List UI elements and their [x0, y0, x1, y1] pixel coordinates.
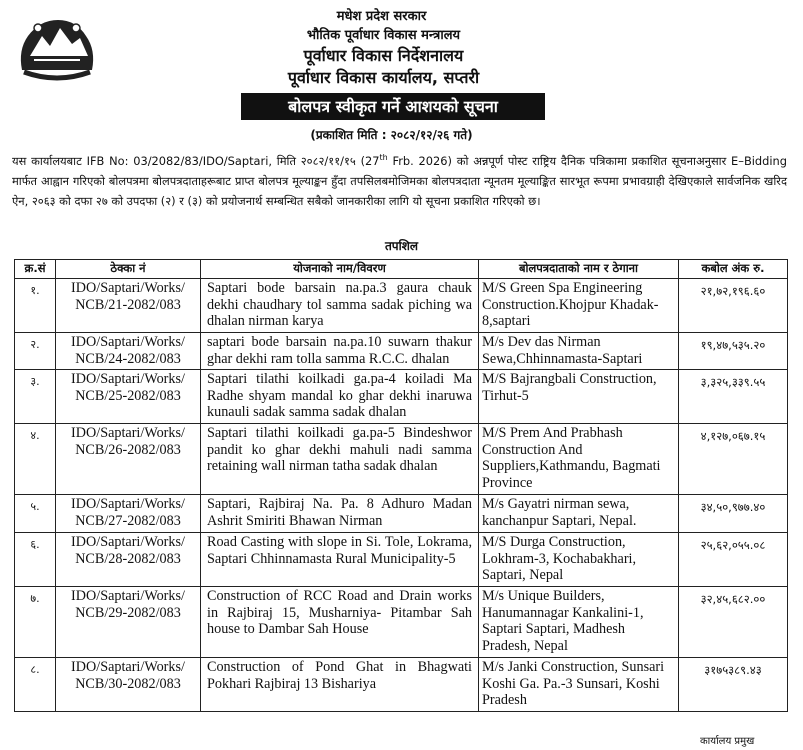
government-name: मधेश प्रदेश सरकार [336, 9, 427, 24]
row-bidder: M/s Unique Builders, Hanumannagar Kankalini-1, Saptari Saptari, Madhesh Pradesh, Nepal [479, 587, 679, 658]
row-project: Construction of RCC Road and Drain works in Rajbiraj 15, Musharniya- Pitambar Sah house to Dambar Sah House [201, 587, 479, 658]
details-heading: तपशिल [384, 239, 419, 253]
row-bidder: M/S Bajrangbali Construction, Tirhut-5 [479, 370, 679, 424]
row-serial: ६. [15, 533, 56, 587]
row-amount: ३४,५०,९७७.४० [679, 495, 788, 533]
directorate-name: पूर्वाधार विकास निर्देशनालय [303, 46, 464, 65]
row-project: Construction of Pond Ghat in Bhagwati Pokhari Rajbiraj 13 Bishariya [201, 658, 479, 712]
row-bidder: M/S Green Spa Engineering Construction.Khojpur Khadak-8,saptari [479, 279, 679, 333]
row-bidder: M/s Janki Construction, Sunsari Koshi Ga. Pa.-3 Sunsari, Koshi Pradesh [479, 658, 679, 712]
notice-title-banner: बोलपत्र स्वीकृत गर्ने आशयको सूचना [241, 93, 545, 120]
row-project: Saptari tilathi koilkadi ga.pa-5 Bindeshwor pandit ko ghar dekhi mahuli nadi samma retaining wall nirman tatha sadak dhalan [201, 424, 479, 495]
row-amount: १९,४७,५३५.२० [679, 333, 788, 370]
row-amount: ३२,४५,६८२.०० [679, 587, 788, 658]
row-contract-no: IDO/Saptari/Works/ NCB/25-2082/083 [56, 370, 201, 424]
row-contract-no: IDO/Saptari/Works/ NCB/27-2082/083 [56, 495, 201, 533]
row-bidder: M/S Prem And Prabhash Construction And Suppliers,Kathmandu, Bagmati Province [479, 424, 679, 495]
table-row [15, 587, 788, 658]
table-row [15, 495, 788, 533]
office-chief-signature-label: कार्यालय प्रमुख [700, 736, 755, 747]
header-contract-no: ठेक्का नं [56, 260, 201, 279]
row-project: Saptari bode barsain na.pa.3 gaura chauk dekhi chaudhary tol samma sadak piching wa dhalan nirman karya [201, 279, 479, 333]
row-amount: २१,७२,१९६.६० [679, 279, 788, 333]
row-contract-no: IDO/Saptari/Works/ NCB/26-2082/083 [56, 424, 201, 495]
table-row [15, 424, 788, 495]
row-bidder: M/S Durga Construction, Lokhram-3, Kochabakhari, Saptari, Nepal [479, 533, 679, 587]
bid-results-table [14, 259, 788, 712]
table-row [15, 533, 788, 587]
row-serial: २. [15, 333, 56, 370]
header-serial: क्र.सं [15, 260, 56, 279]
row-project: Road Casting with slope in Si. Tole, Lokrama, Saptari Chhinnamasta Rural Municipality-5 [201, 533, 479, 587]
row-contract-no: IDO/Saptari/Works/ NCB/29-2082/083 [56, 587, 201, 658]
body-superscript: th [379, 153, 388, 162]
row-contract-no: IDO/Saptari/Works/ NCB/30-2082/083 [56, 658, 201, 712]
header-amount: कबोल अंक रु. [679, 260, 788, 279]
table-header-row [15, 260, 788, 279]
notice-header [0, 0, 803, 150]
row-project: Saptari tilathi koilkadi ga.pa-4 koiladi Ma Radhe shyam mandal ko ghar dekhi inaruwa kunauli sadak samma sadak dhalan [201, 370, 479, 424]
row-serial: ८. [15, 658, 56, 712]
row-serial: ५. [15, 495, 56, 533]
table-row [15, 279, 788, 333]
office-name: पूर्वाधार विकास कार्यालय, सप्तरी [287, 68, 480, 87]
body-text-part1: यस कार्यालयबाट IFB No: 03/2082/83/IDO/Saptari, मिति २०८२/११/१५ (27 [12, 153, 380, 168]
notice-body [12, 148, 787, 211]
header-bidder: बोलपत्रदाताको नाम र ठेगाना [479, 260, 679, 279]
row-serial: १. [15, 279, 56, 333]
row-amount: २५,६२,०५५.०८ [679, 533, 788, 587]
ministry-name: भौतिक पूर्वाधार विकास मन्त्रालय [306, 28, 461, 43]
row-amount: ४,१२७,०६७.१५ [679, 424, 788, 495]
body-text-part2: Frb. 2026) को अन्नपूर्ण पोस्ट राष्ट्रिय दैनिक पत्रिकामा प्रकाशित सूचनाअनुसार E–Bidding मार्फत आह्वान गरिएको बोलपत्रमा बोलपत्रदाताहरूबाट प्राप्त बोलपत्र मूल्याङ्कन हुँदा तपसिलबमोजिमका बोलपत्रदाता न्यूनतम मूल्याङ्कित सारभूत रूपमा प्रभावग्राही देखिएकाले सार्वजनिक खरिद ऐन, २०६३ को दफा २७ को उपदफा (२) र (३) को प्रयोजनार्थ सम्बन्धित सबैको जानकारीका लागि यो सूचना प्रकाशित गरिएको छ। [12, 153, 787, 208]
row-contract-no: IDO/Saptari/Works/ NCB/24-2082/083 [56, 333, 201, 370]
table-row [15, 333, 788, 370]
row-serial: ३. [15, 370, 56, 424]
row-contract-no: IDO/Saptari/Works/ NCB/28-2082/083 [56, 533, 201, 587]
row-serial: ७. [15, 587, 56, 658]
row-serial: ४. [15, 424, 56, 495]
table-row [15, 370, 788, 424]
row-amount: ३१७५३८९.४३ [679, 658, 788, 712]
table-row [15, 658, 788, 712]
row-bidder: M/s Dev das Nirman Sewa,Chhinnamasta-Saptari [479, 333, 679, 370]
row-contract-no: IDO/Saptari/Works/ NCB/21-2082/083 [56, 279, 201, 333]
row-project: saptari bode barsain na.pa.10 suwarn thakur ghar dekhi ram tolla samma R.C.C. dhalan [201, 333, 479, 370]
row-project: Saptari, Rajbiraj Na. Pa. 8 Adhuro Madan Ashrit Smiriti Bhawan Nirman [201, 495, 479, 533]
publish-date: (प्रकाशित मिति : २०८२/१२/२६ गते) [310, 128, 473, 142]
row-bidder: M/s Gayatri nirman sewa, kanchanpur Saptari, Nepal. [479, 495, 679, 533]
row-amount: ३,३२५,३३९.५५ [679, 370, 788, 424]
header-project: योजनाको नाम/विवरण [201, 260, 479, 279]
